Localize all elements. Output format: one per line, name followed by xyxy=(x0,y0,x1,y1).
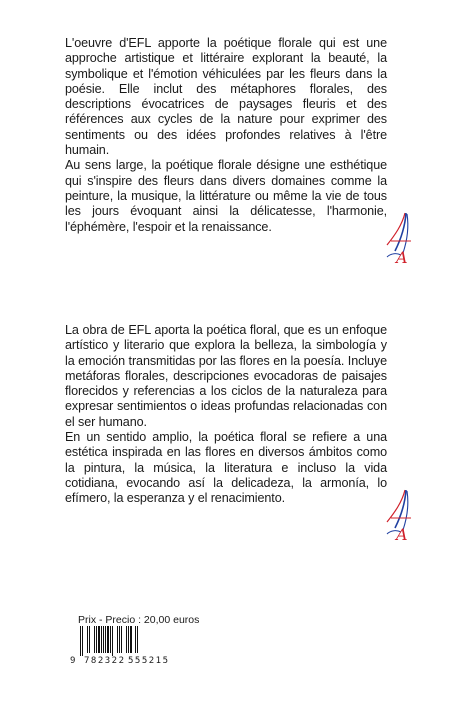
logo-letter: A xyxy=(396,525,408,544)
spanish-paragraph-2: En un sentido amplio, la poética floral se refiere a una estética inspirada en las flores en diversos ámbitos como la pintura, la música, la literatura e incluso la vida cotidiana, evocando así la delicadeza, la armonía, lo efímero, la esperanza y el renacimiento. xyxy=(65,430,387,506)
barcode-bar xyxy=(101,626,102,653)
eiffel-tower-logo-icon xyxy=(383,488,419,546)
barcode-bar xyxy=(110,626,111,653)
barcode-left-digits: 782322 xyxy=(84,656,126,666)
spanish-paragraph-1: La obra de EFL aporta la poética floral, que es un enfoque artístico y literario que explora la belleza, la simbología y la emoción transmitidas por las flores en la poesía. Incluye metáforas florales, descripciones evocadoras de paisajes florecidos y referencias a los ciclos de la naturaleza para expresar sentimientos o ideas profundas relacionadas con el ser humano. xyxy=(65,323,387,429)
barcode-bar xyxy=(137,626,138,653)
barcode-bar xyxy=(112,626,113,656)
barcode-bar xyxy=(105,626,106,653)
barcode-bar xyxy=(128,626,129,653)
barcode-bar xyxy=(119,626,120,653)
barcode-bar xyxy=(103,626,104,653)
barcode-bar xyxy=(130,626,132,653)
barcode-right-digits: 555215 xyxy=(128,656,170,666)
barcode-bar xyxy=(89,626,90,653)
barcode-bars xyxy=(70,626,180,656)
french-paragraph-2: Au sens large, la poétique florale désigne une esthétique qui s'inspire des fleurs dans divers domaines comme la peinture, la musique, la littérature ou même la vie de tous les jours évoquant ainsi la délicatesse, l'harmonie, l'éphémère, l'espoir et la renaissance. xyxy=(65,158,387,234)
eiffel-tower-logo-icon xyxy=(383,211,419,269)
barcode-bar xyxy=(121,626,122,653)
logo-letter: A xyxy=(396,248,408,267)
isbn-barcode xyxy=(70,626,180,666)
barcode-bar xyxy=(80,626,81,656)
barcode-lead-digit: 9 xyxy=(70,656,76,666)
barcode-bar xyxy=(98,626,100,653)
barcode-bar xyxy=(87,626,88,653)
barcode-bar xyxy=(96,626,97,653)
barcode-bar xyxy=(82,626,83,656)
barcode-bar xyxy=(126,626,127,653)
barcode-bar xyxy=(107,626,109,653)
spanish-text-block xyxy=(65,323,387,507)
french-paragraph-1: L'oeuvre d'EFL apporte la poétique florale qui est une approche artistique et littéraire explorant la beauté, la symbolique et l'émotion véhiculées par les fleurs dans la poésie. Elle inclut des métaphores florales, des descriptions évocatrices de paysages fleuris et des références aux cycles de la nature pour exprimer des sentiments ou des idées profondes relatives à l'être humain. xyxy=(65,36,387,158)
french-text-block xyxy=(65,36,387,235)
price-label: Prix - Precio : 20,00 euros xyxy=(78,614,200,626)
barcode-bar xyxy=(94,626,95,653)
barcode-bar xyxy=(117,626,118,653)
barcode-bar xyxy=(135,626,136,653)
